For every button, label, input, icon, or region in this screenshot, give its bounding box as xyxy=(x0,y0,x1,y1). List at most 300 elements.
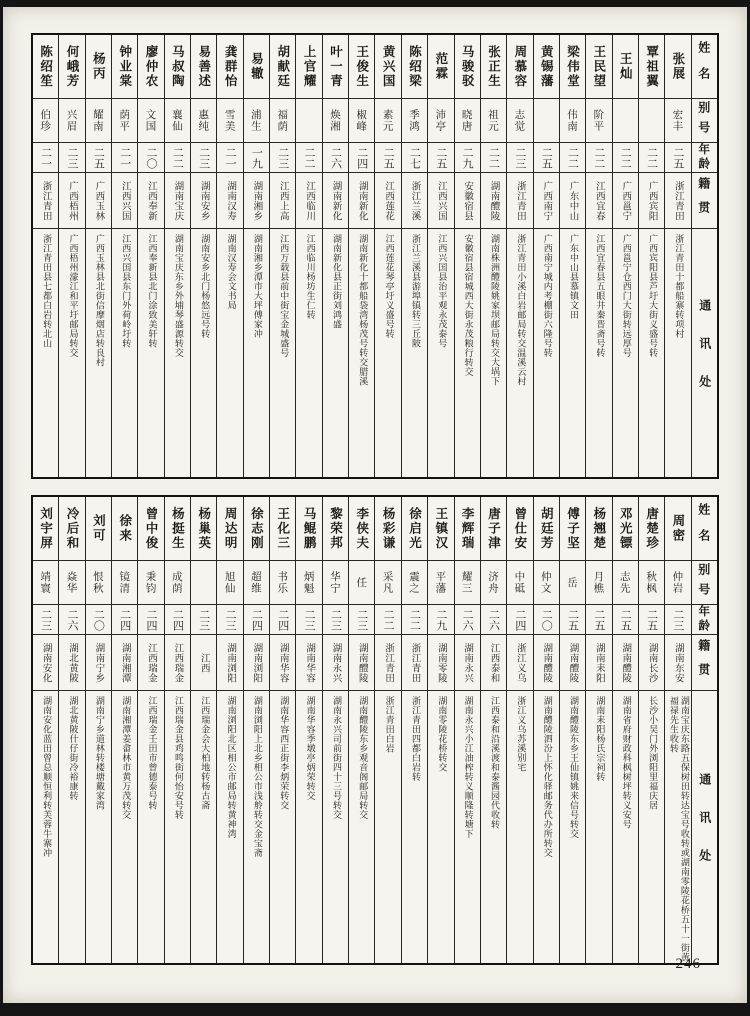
person-origin: 湖南醴陵 xyxy=(481,173,506,229)
person-name: 黎荣邦 xyxy=(323,497,348,561)
person-column xyxy=(454,35,480,477)
person-column xyxy=(33,35,58,477)
person-alias: 秋枫 xyxy=(639,561,664,605)
person-column xyxy=(111,35,137,477)
label-age: 年龄 xyxy=(692,605,717,635)
person-name: 刘可 xyxy=(86,497,111,561)
person-age: 二六 xyxy=(481,605,506,635)
person-column xyxy=(295,497,321,963)
person-column xyxy=(164,497,190,963)
register-table-top xyxy=(31,33,719,479)
label-age: 年龄 xyxy=(692,143,717,173)
person-address: 江西万载县前中街宝金城盛号 xyxy=(278,234,289,358)
register-table-bottom xyxy=(31,495,719,965)
person-name: 张展 xyxy=(665,35,690,99)
person-age: 二五 xyxy=(375,143,400,173)
person-alias: 志先 xyxy=(613,561,638,605)
person-origin: 江西 xyxy=(191,635,216,691)
person-origin: 广西南宁 xyxy=(534,173,559,229)
person-origin: 湖南醴陵 xyxy=(534,635,559,691)
person-address: 湖南宝庆东路五保树田转达宝号收转或湖南零陵花桥五十一街黄福禄先生收转 xyxy=(667,696,689,962)
person-name: 上官耀 xyxy=(296,35,321,99)
person-alias: 椒峰 xyxy=(349,99,374,143)
person-origin: 湖南华容 xyxy=(296,635,321,691)
person-name: 易辙 xyxy=(244,35,269,99)
person-age: 二三 xyxy=(217,605,242,635)
person-age: 二五 xyxy=(560,605,585,635)
person-address: 湖南宝庆东乡外埔琴盛源转交 xyxy=(172,234,183,358)
person-column xyxy=(216,35,242,477)
person-column xyxy=(322,497,348,963)
person-address: 长沙小吴门外浏阳里福庆居 xyxy=(647,696,658,810)
person-column xyxy=(480,497,506,963)
person-name: 周密 xyxy=(665,497,690,561)
person-alias: 济舟 xyxy=(481,561,506,605)
person-column xyxy=(454,497,480,963)
person-age: 二一 xyxy=(33,143,58,173)
person-column xyxy=(269,35,295,477)
person-name: 刘宇屏 xyxy=(33,497,58,561)
row-label-column xyxy=(691,497,717,963)
person-age: 二三 xyxy=(665,605,690,635)
person-name: 周慕容 xyxy=(507,35,532,99)
person-column xyxy=(533,497,559,963)
person-address: 湖南醴陵东乡观音阁邮局转交 xyxy=(357,696,368,820)
person-origin: 江西上高 xyxy=(270,173,295,229)
person-age: 二四 xyxy=(165,605,190,635)
person-name: 傅子坚 xyxy=(560,497,585,561)
person-column xyxy=(295,35,321,477)
person-column xyxy=(612,497,638,963)
person-name: 王镇汉 xyxy=(428,497,453,561)
person-origin: 江西临川 xyxy=(296,173,321,229)
person-age: 二二 xyxy=(165,143,190,173)
label-name: 姓名 xyxy=(692,35,717,99)
person-column xyxy=(506,497,532,963)
person-origin: 湖南湘潭 xyxy=(112,635,137,691)
person-address: 江西奉新县北门涂致美轩转 xyxy=(146,234,157,348)
person-name: 杨挺生 xyxy=(165,497,190,561)
person-alias xyxy=(191,561,216,605)
person-address: 江西临川杨坊生仁转 xyxy=(304,234,315,320)
person-alias: 月樵 xyxy=(586,561,611,605)
person-address: 广西梧州濛江和平圩邮局转交 xyxy=(67,234,78,358)
person-age: 二一 xyxy=(112,143,137,173)
person-alias: 沛亭 xyxy=(428,99,453,143)
person-address: 湖南零陵花桥转交 xyxy=(436,696,447,772)
person-address: 江西泰和沿溪渡和泰酱园代收转 xyxy=(489,696,500,829)
person-name: 曾中俊 xyxy=(138,497,163,561)
person-address: 湖南湘潭姜畲林市黄万茂转交 xyxy=(120,696,131,820)
person-address: 广东中山县慕镇文田 xyxy=(568,234,579,320)
person-age: 二三 xyxy=(191,605,216,635)
person-alias: 焱华 xyxy=(59,561,84,605)
person-age: 二四 xyxy=(244,605,269,635)
person-column xyxy=(85,35,111,477)
person-origin: 广西梧州 xyxy=(59,173,84,229)
person-column xyxy=(137,497,163,963)
person-alias xyxy=(534,99,559,143)
person-origin: 湖南安化 xyxy=(33,635,58,691)
person-name: 马骏驳 xyxy=(455,35,480,99)
person-age: 二三 xyxy=(270,143,295,173)
person-age: 二二 xyxy=(402,605,427,635)
person-name: 王灿 xyxy=(613,35,638,99)
person-age: 二二 xyxy=(481,143,506,173)
person-column xyxy=(664,497,690,963)
person-age: 二五 xyxy=(586,605,611,635)
person-column xyxy=(638,35,664,477)
person-alias: 耀南 xyxy=(86,99,111,143)
person-origin: 江西莲花 xyxy=(375,173,400,229)
person-origin: 江西奉新 xyxy=(138,173,163,229)
person-origin: 湖南永兴 xyxy=(323,635,348,691)
person-column xyxy=(33,497,58,963)
person-address: 湖南醴陵泗汾上怀化驿邮务代办所转交 xyxy=(541,696,552,858)
person-age: 二二 xyxy=(375,605,400,635)
person-address: 江西兴国县东门外荷岭圩转 xyxy=(120,234,131,348)
person-name: 张正生 xyxy=(481,35,506,99)
person-address: 湖南湘乡潭市大坪傅家冲 xyxy=(251,234,262,339)
person-alias: 镜清 xyxy=(112,561,137,605)
person-column xyxy=(374,497,400,963)
person-age: 一九 xyxy=(244,143,269,173)
person-origin: 湖南长沙 xyxy=(639,635,664,691)
person-alias xyxy=(613,99,638,143)
person-name: 陈绍笙 xyxy=(33,35,58,99)
person-name: 钟业棠 xyxy=(112,35,137,99)
person-name: 龚群怡 xyxy=(217,35,242,99)
person-origin: 湖南醴陵 xyxy=(349,635,374,691)
person-age: 二一 xyxy=(217,143,242,173)
person-column xyxy=(533,35,559,477)
person-name: 覃祖翼 xyxy=(639,35,664,99)
person-origin: 湖南零陵 xyxy=(428,635,453,691)
person-origin: 湖南醴陵 xyxy=(560,635,585,691)
label-origin: 籍贯 xyxy=(692,635,717,691)
person-column xyxy=(559,497,585,963)
person-address: 浙江青田小溪白岩邮局转交温溪云村 xyxy=(515,234,526,386)
person-address: 江西兴国县治平观永茂泰号 xyxy=(436,234,447,348)
page-number: 246 xyxy=(675,956,701,972)
person-alias: 岳 xyxy=(560,561,585,605)
person-alias: 秉钧 xyxy=(138,561,163,605)
person-alias: 中砥 xyxy=(507,561,532,605)
person-column xyxy=(480,35,506,477)
person-origin: 湖南浏阳 xyxy=(244,635,269,691)
person-age: 二六 xyxy=(59,605,84,635)
person-address: 江西宜春县五眼井秦晋斋号转 xyxy=(594,234,605,358)
person-alias: 旭仙 xyxy=(217,561,242,605)
person-name: 曾仕安 xyxy=(507,497,532,561)
person-age: 二四 xyxy=(112,605,137,635)
person-column xyxy=(401,35,427,477)
person-name: 廖仲农 xyxy=(138,35,163,99)
person-origin: 江西宜春 xyxy=(586,173,611,229)
person-age: 二二 xyxy=(560,143,585,173)
person-name: 王化三 xyxy=(270,497,295,561)
person-address: 湖南浏阳上北乡相公市浅舲转交金宝斋 xyxy=(251,696,262,858)
person-alias: 季鸿 xyxy=(402,99,427,143)
person-column xyxy=(269,497,295,963)
person-column xyxy=(58,497,84,963)
person-origin: 湖南醴陵 xyxy=(613,635,638,691)
person-name: 胡献廷 xyxy=(270,35,295,99)
person-age: 二五 xyxy=(86,143,111,173)
person-address: 湖南华容季墩亭炳荣转交 xyxy=(304,696,315,801)
person-column xyxy=(612,35,638,477)
person-address: 广西玉林县北街信摩烟店转良村 xyxy=(93,234,104,367)
person-alias: 仲岩 xyxy=(665,561,690,605)
person-name: 陈绍梁 xyxy=(402,35,427,99)
person-name: 徐来 xyxy=(112,497,137,561)
person-column xyxy=(243,35,269,477)
person-alias: 焕湘 xyxy=(323,99,348,143)
person-name: 何峨芳 xyxy=(59,35,84,99)
person-origin: 湖南安乡 xyxy=(191,173,216,229)
person-alias: 书乐 xyxy=(270,561,295,605)
person-origin: 江西瑞金 xyxy=(165,635,190,691)
person-address: 江西莲花琴亭圩义盛号转 xyxy=(383,234,394,339)
person-alias: 兴眉 xyxy=(59,99,84,143)
person-name: 马鲲鹏 xyxy=(296,497,321,561)
person-address: 湖南株洲醴陵姚家坝邮局转交大埚下 xyxy=(489,234,500,386)
person-origin: 江西兴国 xyxy=(112,173,137,229)
person-column xyxy=(506,35,532,477)
person-alias: 恨秋 xyxy=(86,561,111,605)
person-alias: 阶平 xyxy=(586,99,611,143)
person-origin: 浙江青田 xyxy=(665,173,690,229)
person-address: 湖北黄陂什仔街冷裕康转 xyxy=(67,696,78,801)
person-address: 浙江青田县七都白岩转北山 xyxy=(41,234,52,348)
person-name: 唐楚珍 xyxy=(639,497,664,561)
person-origin: 湖南耒阳 xyxy=(586,635,611,691)
person-alias: 炳魁 xyxy=(296,561,321,605)
person-column xyxy=(374,35,400,477)
person-address: 湖南永兴小江油榨转义顺隆转塘下 xyxy=(462,696,473,839)
person-alias xyxy=(296,99,321,143)
person-age: 二三 xyxy=(349,605,374,635)
person-address: 江西瑞金壬田市曾德泰号转 xyxy=(146,696,157,810)
person-age: 二三 xyxy=(33,605,58,635)
person-name: 杨丙 xyxy=(86,35,111,99)
person-column xyxy=(58,35,84,477)
person-age: 二五 xyxy=(613,605,638,635)
person-age: 二二 xyxy=(639,143,664,173)
person-name: 唐子津 xyxy=(481,497,506,561)
person-name: 易善述 xyxy=(191,35,216,99)
person-address: 湖南醴陵东乡王仙镇姚来信号转交 xyxy=(568,696,579,839)
person-age: 二〇 xyxy=(86,605,111,635)
person-name: 胡廷芳 xyxy=(534,497,559,561)
label-name: 姓名 xyxy=(692,497,717,561)
person-name: 黄兴国 xyxy=(375,35,400,99)
person-address: 湖南耒阳杨氏宗祠转 xyxy=(594,696,605,782)
person-alias: 荫平 xyxy=(112,99,137,143)
person-column xyxy=(664,35,690,477)
person-age: 二〇 xyxy=(138,143,163,173)
person-column xyxy=(111,497,137,963)
person-name: 徐志刚 xyxy=(244,497,269,561)
person-age: 二二 xyxy=(586,143,611,173)
person-age: 二三 xyxy=(323,605,348,635)
person-origin: 广西邕宁 xyxy=(613,173,638,229)
person-alias: 仲文 xyxy=(534,561,559,605)
person-age: 二四 xyxy=(138,605,163,635)
person-name: 王民望 xyxy=(586,35,611,99)
person-alias: 华宁 xyxy=(323,561,348,605)
person-origin: 浙江青田 xyxy=(33,173,58,229)
label-alias: 别号 xyxy=(692,99,717,143)
person-alias: 祖元 xyxy=(481,99,506,143)
person-name: 梁伟堂 xyxy=(560,35,585,99)
person-address: 浙江青田四都白岩转 xyxy=(409,696,420,782)
person-column xyxy=(401,497,427,963)
scanned-page xyxy=(3,7,747,1003)
person-address: 广西南宁城内考棚街六隆号转 xyxy=(541,234,552,358)
person-origin: 湖南新化 xyxy=(323,173,348,229)
person-address: 湖南安化蓝田曾总顺恒利转芙蓉牛寨冲 xyxy=(41,696,52,858)
person-address: 广西宾阳县芦圩大街义盛号转 xyxy=(647,234,658,358)
person-address: 安徽宿县宿城西大街永茂粮行转交 xyxy=(462,234,473,377)
person-age: 二九 xyxy=(455,143,480,173)
person-age: 二六 xyxy=(323,143,348,173)
person-alias: 靖寰 xyxy=(33,561,58,605)
person-origin: 湖南湘乡 xyxy=(244,173,269,229)
person-origin: 湖南浏阳 xyxy=(217,635,242,691)
person-age: 二九 xyxy=(428,605,453,635)
person-origin: 湖南宁乡 xyxy=(86,635,111,691)
person-age: 二五 xyxy=(534,143,559,173)
person-address: 广西邕宁仓西门大街转远厚号 xyxy=(620,234,631,358)
person-origin: 江西瑞金 xyxy=(138,635,163,691)
person-address: 湖南华容西正街李炳荣转交 xyxy=(278,696,289,810)
person-column xyxy=(322,35,348,477)
label-address: 通讯处 xyxy=(697,298,712,413)
person-origin: 湖南新化 xyxy=(349,173,374,229)
page-content xyxy=(31,33,719,965)
person-age: 二三 xyxy=(191,143,216,173)
person-alias: 素元 xyxy=(375,99,400,143)
person-age: 二四 xyxy=(349,143,374,173)
person-name: 李侠夫 xyxy=(349,497,374,561)
person-age: 二三 xyxy=(296,605,321,635)
person-origin: 浙江青田 xyxy=(375,635,400,691)
person-age: 二五 xyxy=(428,143,453,173)
label-origin: 籍贯 xyxy=(692,173,717,229)
person-age: 二五 xyxy=(665,143,690,173)
person-name: 杨翘楚 xyxy=(586,497,611,561)
person-age: 二五 xyxy=(639,605,664,635)
person-origin: 浙江青田 xyxy=(507,173,532,229)
person-address: 湖南浏阳北区相公市邮局转黄神湾 xyxy=(225,696,236,839)
person-origin: 广西宾阳 xyxy=(639,173,664,229)
person-address: 江西瑞金会大柏地转杨古斋 xyxy=(199,696,210,810)
person-address: 浙江义乌苏溪别宅 xyxy=(515,696,526,772)
person-alias: 晓唐 xyxy=(455,99,480,143)
person-alias: 耀三 xyxy=(455,561,480,605)
person-origin: 湖南东安 xyxy=(665,635,690,691)
person-alias xyxy=(639,99,664,143)
person-origin: 江西泰和 xyxy=(481,635,506,691)
person-address: 江西瑞金县鸡鸣街何怡安号转 xyxy=(172,696,183,820)
person-name: 杨巢英 xyxy=(191,497,216,561)
person-alias: 浦生 xyxy=(244,99,269,143)
person-origin: 广西玉林 xyxy=(86,173,111,229)
person-origin: 安徽宿县 xyxy=(455,173,480,229)
person-age: 二三 xyxy=(59,143,84,173)
label-address: 通讯处 xyxy=(697,772,712,887)
person-origin: 湖南华容 xyxy=(270,635,295,691)
person-address: 湖南永兴司前街四十三号转交 xyxy=(330,696,341,820)
person-column xyxy=(348,497,374,963)
person-name: 周达明 xyxy=(217,497,242,561)
person-alias: 平藩 xyxy=(428,561,453,605)
person-column xyxy=(427,497,453,963)
person-alias: 襄仙 xyxy=(165,99,190,143)
person-address: 湖南新化十都船袋湾杨茂号转交腊溪 xyxy=(357,234,368,386)
person-address: 浙江兰溪县游埠镇转三丘陂 xyxy=(409,234,420,348)
person-name: 黄锡藩 xyxy=(534,35,559,99)
person-origin: 广东中山 xyxy=(560,173,585,229)
person-name: 叶一青 xyxy=(323,35,348,99)
person-column xyxy=(243,497,269,963)
person-age: 二六 xyxy=(455,605,480,635)
person-alias: 宏丰 xyxy=(665,99,690,143)
person-name: 邓光镖 xyxy=(613,497,638,561)
person-address: 湖南新化县正街刘鸿盛 xyxy=(330,234,341,329)
person-age: 二二 xyxy=(613,143,638,173)
person-name: 徐启光 xyxy=(402,497,427,561)
person-alias: 震之 xyxy=(402,561,427,605)
row-label-column xyxy=(691,35,717,477)
person-column xyxy=(427,35,453,477)
person-name: 王俊生 xyxy=(349,35,374,99)
person-name: 杨彩谦 xyxy=(375,497,400,561)
person-origin: 湖南永兴 xyxy=(455,635,480,691)
person-address: 湖南汉寿会文书局 xyxy=(225,234,236,310)
person-alias: 文国 xyxy=(138,99,163,143)
person-address: 浙江青田白岩 xyxy=(383,696,394,753)
person-column xyxy=(164,35,190,477)
person-column xyxy=(559,35,585,477)
person-alias: 超维 xyxy=(244,561,269,605)
person-column xyxy=(85,497,111,963)
person-column xyxy=(190,497,216,963)
person-column xyxy=(190,35,216,477)
person-alias: 雪美 xyxy=(217,99,242,143)
person-alias: 伟南 xyxy=(560,99,585,143)
person-column xyxy=(585,497,611,963)
person-address: 湖南省府财政科枫树坪转义安号 xyxy=(620,696,631,829)
person-column xyxy=(585,35,611,477)
person-alias: 采凡 xyxy=(375,561,400,605)
person-column xyxy=(216,497,242,963)
person-age: 二四 xyxy=(270,605,295,635)
person-alias: 任 xyxy=(349,561,374,605)
person-column xyxy=(348,35,374,477)
person-origin: 浙江青田 xyxy=(402,635,427,691)
person-alias: 惠纯 xyxy=(191,99,216,143)
person-origin: 浙江义乌 xyxy=(507,635,532,691)
person-alias: 志觉 xyxy=(507,99,532,143)
person-age: 二七 xyxy=(402,143,427,173)
person-alias: 福荫 xyxy=(270,99,295,143)
person-column xyxy=(137,35,163,477)
person-address: 浙江青田十都船寨转项村 xyxy=(673,234,684,339)
person-origin: 湖南宝庆 xyxy=(165,173,190,229)
person-name: 马叔陶 xyxy=(165,35,190,99)
